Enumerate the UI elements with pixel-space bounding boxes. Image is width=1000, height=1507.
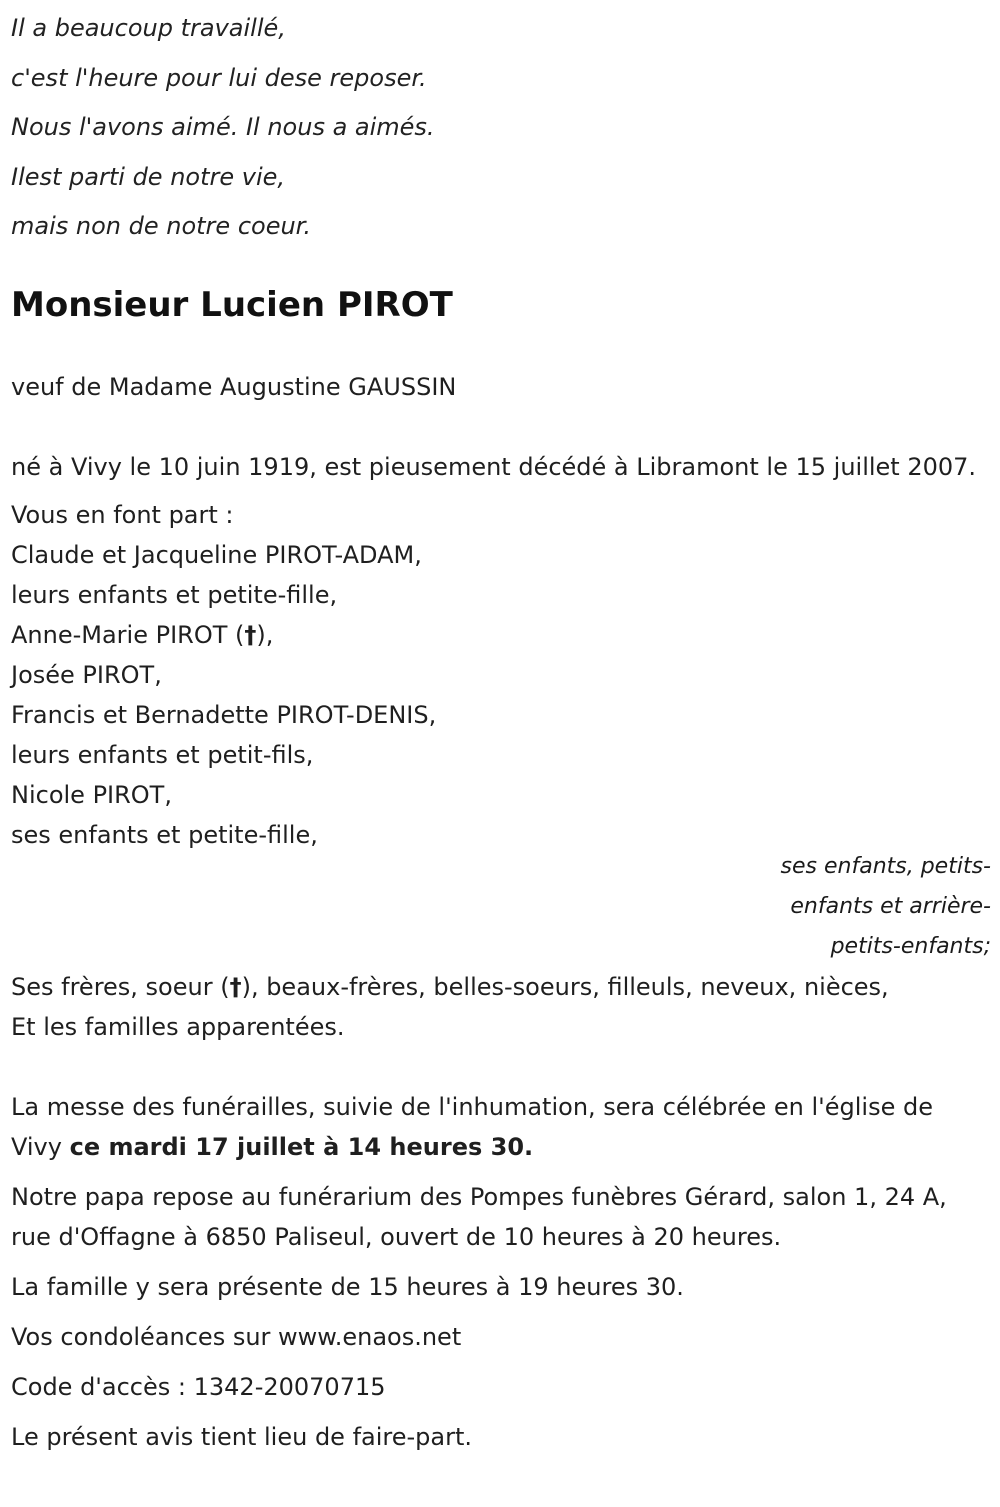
family-presence: La famille y sera présente de 15 heures à 19 heures 30. [11, 1272, 684, 1301]
mass-text: La messe des funérailles, suivie de l'inhumation, sera célébrée en l'église de Vivy [11, 1092, 933, 1161]
cross-icon: † [244, 620, 257, 649]
funerarium-info: Notre papa repose au funérarium des Pompes funèbres Gérard, salon 1, 24 A, rue d'Offagne à 6850 Paliseul, ouvert de 10 heures à 20 heures. [11, 1182, 947, 1251]
poem-line: Ilest parti de notre vie, [11, 162, 286, 191]
mass-date: ce mardi 17 juillet à 14 heures 30. [69, 1132, 534, 1161]
siblings-line [11, 967, 991, 1007]
cross-icon: † [229, 972, 242, 1001]
deceased-name: Monsieur Lucien PIROT [11, 284, 453, 325]
relatives [11, 967, 991, 1047]
family-line [11, 615, 991, 655]
family-line: Nicole PIROT, [11, 780, 172, 809]
poem-line: mais non de notre coeur. [11, 212, 311, 240]
grandchildren-line: ses enfants, petits-enfants et arrière-petits-enfants; [780, 853, 991, 959]
poem-line: Il a beaucoup travaillé, [11, 14, 286, 42]
siblings-text: ), beaux-frères, belles-soeurs, filleuls, neveux, nièces, [241, 972, 889, 1001]
siblings-text: Ses frères, soeur ( [11, 972, 230, 1001]
notice-statement: Le présent avis tient lieu de faire-part. [11, 1422, 473, 1451]
family-list [11, 495, 991, 855]
condolences: Vos condoléances sur www.enaos.net [11, 1322, 462, 1351]
family-line: Francis et Bernadette PIROT-DENIS, [11, 700, 437, 729]
family-line: Claude et Jacqueline PIROT-ADAM, [11, 540, 422, 569]
family-line: Josée PIROT, [11, 660, 162, 689]
family-line-text: Anne-Marie PIROT ( [11, 620, 245, 649]
family-line: ses enfants et petite-fille, [11, 820, 318, 849]
poem [11, 4, 991, 252]
access-code: Code d'accès : 1342-20070715 [11, 1372, 386, 1401]
poem-line: Nous l'avons aimé. Il nous a aimés. [11, 113, 435, 141]
obituary-notice [11, 0, 991, 1457]
funeral-mass [11, 1087, 991, 1167]
families-line: Et les familles apparentées. [11, 1012, 345, 1041]
poem-line: c'est l'heure pour lui dese reposer. [11, 63, 427, 92]
family-intro: Vous en font part : [11, 500, 234, 529]
family-line: leurs enfants et petit-fils, [11, 740, 314, 769]
family-line-text: ), [256, 620, 274, 649]
birth-death: né à Vivy le 10 juin 1919, est pieusement décédé à Libramont le 15 juillet 2007. [11, 452, 977, 481]
family-line: leurs enfants et petite-fille, [11, 580, 338, 609]
widow-of: veuf de Madame Augustine GAUSSIN [11, 372, 457, 401]
